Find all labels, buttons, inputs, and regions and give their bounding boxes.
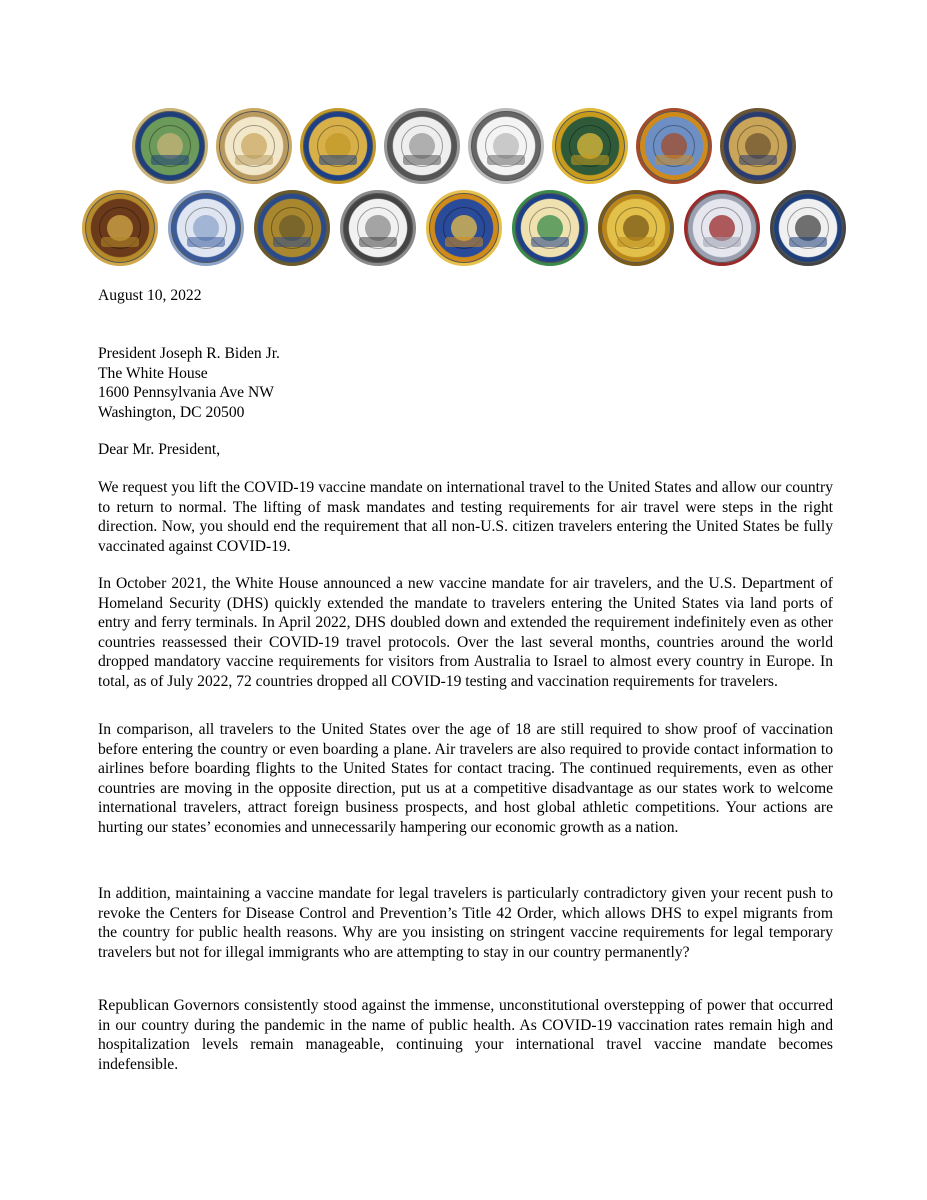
- oklahoma-seal-icon: [426, 190, 502, 266]
- montana-seal-icon: [168, 190, 244, 266]
- alabama-seal-icon: [216, 108, 292, 184]
- south-dakota-seal-icon: [132, 108, 208, 184]
- letter-date: August 10, 2022: [98, 287, 202, 304]
- recipient-address: [98, 344, 833, 422]
- paragraph-1: We request you lift the COVID-19 vaccine mandate on international travel to the United States and allow our country to return to normal. The lifting of mask mandates and testing requirements for air travel were steps in the right direction. Now, you should end the requirement that all non-U.S. citizen travelers entering the United States be fully vaccinated against COVID-19.: [98, 479, 833, 555]
- paragraph-4: In addition, maintaining a vaccine mandate for legal travelers is particularly contradictory given your recent push to revoke the Centers for Disease Control and Prevention’s Title 42 Order, which allows DHS to expel migrants from the country for public health reasons. Why are you insisting on stringent vaccine requirements for legal temporary travelers but not for illegal immigrants who are attempting to stay in our country permanently?: [98, 885, 833, 961]
- recipient-street: 1600 Pennsylvania Ave NW: [98, 384, 274, 401]
- alaska-seal-icon: [300, 108, 376, 184]
- mississippi-seal-icon: [720, 108, 796, 184]
- arkansas-seal-icon: [384, 108, 460, 184]
- salutation: Dear Mr. President,: [98, 441, 221, 458]
- missouri-seal-icon: [82, 190, 158, 266]
- recipient-organization: The White House: [98, 364, 208, 382]
- tennessee-seal-icon: [598, 190, 674, 266]
- iowa-seal-icon: [636, 108, 712, 184]
- recipient-city: Washington, DC 20500: [98, 403, 245, 421]
- paragraph-3: In comparison, all travelers to the United States over the age of 18 are still required to show proof of vaccination before entering the country or even boarding a plane. Air travelers are also required to provide contact information to airlines before boarding flights to the United States for contact tracing. The continued requirements, even as other countries are moving in the opposite direction, put us at a competitive disadvantage as our states work to welcome international travelers, attract foreign business prospects, and host global athletic competitions. Your actions are hurting our states’ economies and unnecessarily hampering our economic growth as a nation.: [98, 721, 833, 836]
- west-virginia-seal-icon: [770, 190, 846, 266]
- georgia-seal-icon: [468, 108, 544, 184]
- paragraph-2: In October 2021, the White House announced a new vaccine mandate for air travelers, and the U.S. Department of Homeland Security (DHS) quickly extended the mandate to travelers entering the United States via land ports of entry and ferry terminals. In April 2022, DHS doubled down and extended the requirement indefinitely even as other countries reassessed their COVID-19 travel protocols. Over the last several months, countries around the world dropped mandatory vaccine requirements for visitors from Australia to Israel to almost every country in Europe. In total, as of July 2022, 72 countries dropped all COVID-19 testing and vaccination requirements for travelers.: [98, 575, 833, 690]
- idaho-seal-icon: [552, 108, 628, 184]
- seal-row-top: [0, 108, 927, 184]
- new-hampshire-seal-icon: [254, 190, 330, 266]
- paragraph-5: Republican Governors consistently stood against the immense, unconstitutional overstepping of power that occurred in our country during the pandemic in the name of public health. As COVID-19 vaccination rates remain high and hospitalization levels remain manageable, continuing your international travel vaccine mandate becomes indefensible.: [98, 997, 833, 1073]
- recipient-name: President Joseph R. Biden Jr.: [98, 345, 280, 362]
- seal-row-bottom: [0, 190, 927, 266]
- virginia-seal-icon: [684, 190, 760, 266]
- governor-seal-icon: [512, 190, 588, 266]
- north-dakota-seal-icon: [340, 190, 416, 266]
